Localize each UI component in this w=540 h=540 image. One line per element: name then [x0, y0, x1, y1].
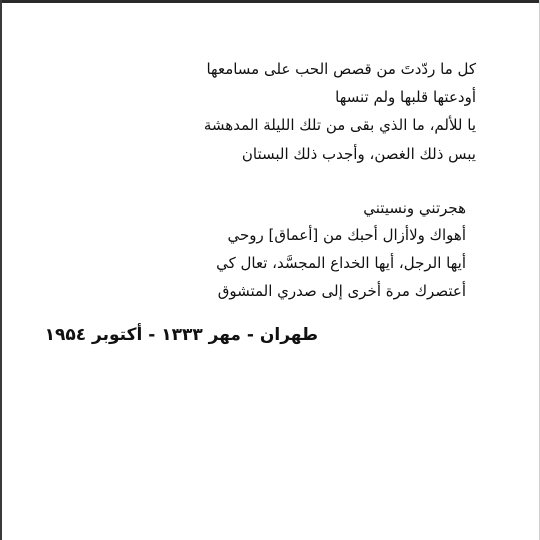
poem-line: أعتصرك مرة أخرى إلى صدري المتشوق [217, 282, 466, 300]
place-date-signature: طهران - مهر ۱۳۳۳ - أكتوبر ۱۹۵٤ [44, 325, 318, 345]
poem-line: يبس ذلك الغصن، وأجدب ذلك البستان [241, 145, 476, 163]
poem-line: يا للألم، ما الذي بقى من تلك الليلة المدهشة [203, 116, 476, 134]
page-top-edge [0, 0, 540, 3]
poem-line: أودعتها قلبها ولم تنسها [335, 88, 476, 106]
poem-line: كل ما ردّدتَ من قصص الحب على مسامعها [206, 60, 476, 78]
poem-line: أيها الرجل، أيها الخداع المجسَّد، تعال كي [216, 254, 466, 272]
poem-line: هجرتني ونسيتني [363, 199, 466, 217]
page-left-edge [0, 0, 2, 540]
poem-line: أهواك ولاأزال أحبك من [أعماق] روحي [227, 226, 466, 244]
